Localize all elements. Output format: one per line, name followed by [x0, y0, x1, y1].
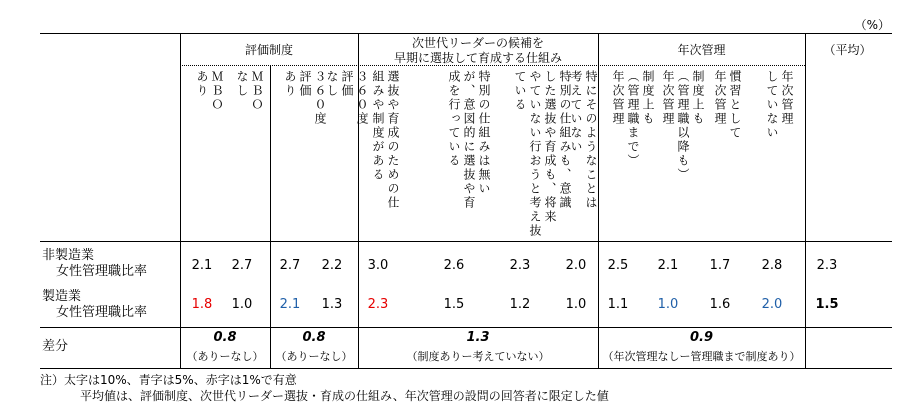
column-header: 制度上も （管理職まで） 年次管理	[611, 70, 655, 168]
diff-note: （ありーなし）	[275, 350, 353, 363]
value-cell: 2.2	[321, 258, 343, 273]
average-cell: 1.5	[815, 297, 839, 312]
column-header: ３６０度 評価 あり	[283, 70, 327, 126]
value-cell: 2.5	[607, 258, 629, 273]
unit-label: （%）	[854, 18, 890, 32]
value-cell: 2.3	[367, 297, 389, 312]
column-header: ３６０度 評価 なし	[325, 70, 369, 126]
group-header-nextgen-line2: 早期に選抜して育成する仕組み	[393, 51, 562, 65]
note-line1: 注）太字は10%、青字は5%、赤字は1%で有意	[40, 373, 297, 387]
diff-note: （制度ありー考えていない）	[406, 350, 550, 363]
value-cell: 2.8	[761, 258, 783, 273]
value-cell: 2.0	[565, 258, 587, 273]
value-cell: 1.0	[231, 297, 253, 312]
value-cell: 2.7	[231, 258, 253, 273]
average-cell: 2.3	[816, 258, 838, 273]
diff-value: 0.9	[689, 330, 714, 345]
col-divider	[270, 65, 271, 368]
column-header: 選抜や育成のための仕 組みや制度がある	[371, 70, 400, 210]
row-label-mfg	[42, 289, 147, 321]
col-divider	[598, 33, 599, 368]
diff-value: 0.8	[302, 330, 326, 345]
value-cell: 3.0	[367, 258, 389, 273]
column-header: 特別の仕組みは無い が、意図的に選抜や育 成を行っている	[447, 70, 491, 210]
group-header-nextgen-line1: 次世代リーダーの候補を	[411, 36, 544, 50]
group-header-eval: 評価制度	[244, 43, 293, 57]
value-cell: 2.1	[279, 297, 301, 312]
value-cell: 1.3	[321, 297, 343, 312]
note-line2: 平均値は、評価制度、次世代リーダー選抜・育成の仕組み、年次管理の設問の回答者に限定した値	[80, 389, 609, 403]
group-header-average: （平均）	[823, 43, 872, 57]
col-divider	[805, 33, 806, 368]
value-cell: 1.2	[509, 297, 531, 312]
row-label-mfg-line1: 製造業	[42, 289, 82, 304]
column-header: 特別の仕組みも、意識 した選抜や育成も、将来 やていない行おうと考え抜 ている	[513, 70, 572, 238]
value-cell: 2.1	[191, 258, 213, 273]
diff-note: （ありーなし）	[186, 350, 264, 363]
column-header: 特にそのようなことは 考えていない	[569, 70, 598, 210]
value-cell: 1.1	[607, 297, 629, 312]
value-cell: 2.6	[443, 258, 465, 273]
column-header: ＭＢＯ あり	[195, 70, 224, 112]
diff-note: （年次管理なしー管理職まで制度あり）	[602, 350, 801, 363]
diff-label: 差分	[42, 339, 69, 354]
group-header-nextgen	[358, 36, 598, 66]
row-label-nonmfg-line1: 非製造業	[42, 248, 95, 263]
col-divider	[180, 33, 181, 368]
value-cell: 1.5	[443, 297, 465, 312]
group-header-annual: 年次管理	[677, 43, 726, 57]
diff-value: 1.3	[466, 330, 490, 345]
value-cell: 2.3	[509, 258, 531, 273]
value-cell: 1.0	[657, 297, 679, 312]
value-cell: 2.1	[657, 258, 679, 273]
row-label-nonmfg	[42, 248, 147, 280]
row-label-nonmfg-line2: 女性管理職比率	[56, 264, 148, 279]
diff-value: 0.8	[213, 330, 237, 345]
value-cell: 1.7	[709, 258, 731, 273]
row-label-mfg-line2: 女性管理職比率	[56, 305, 148, 320]
value-cell: 2.0	[761, 297, 783, 312]
header-bottom-rule	[40, 241, 892, 242]
column-header: ＭＢＯ なし	[235, 70, 264, 112]
table-bottom-rule	[40, 368, 892, 369]
value-cell: 1.0	[565, 297, 587, 312]
table-top-rule	[40, 33, 892, 34]
column-header: 慣習として 年次管理	[713, 70, 742, 140]
value-cell: 1.6	[709, 297, 731, 312]
value-cell: 1.8	[191, 297, 213, 312]
value-cell: 2.7	[279, 258, 301, 273]
column-header: 年次管理 していない	[765, 70, 794, 140]
diff-top-rule	[40, 327, 892, 328]
column-header: 制度上も （管理職以降も） 年次管理	[661, 70, 705, 182]
